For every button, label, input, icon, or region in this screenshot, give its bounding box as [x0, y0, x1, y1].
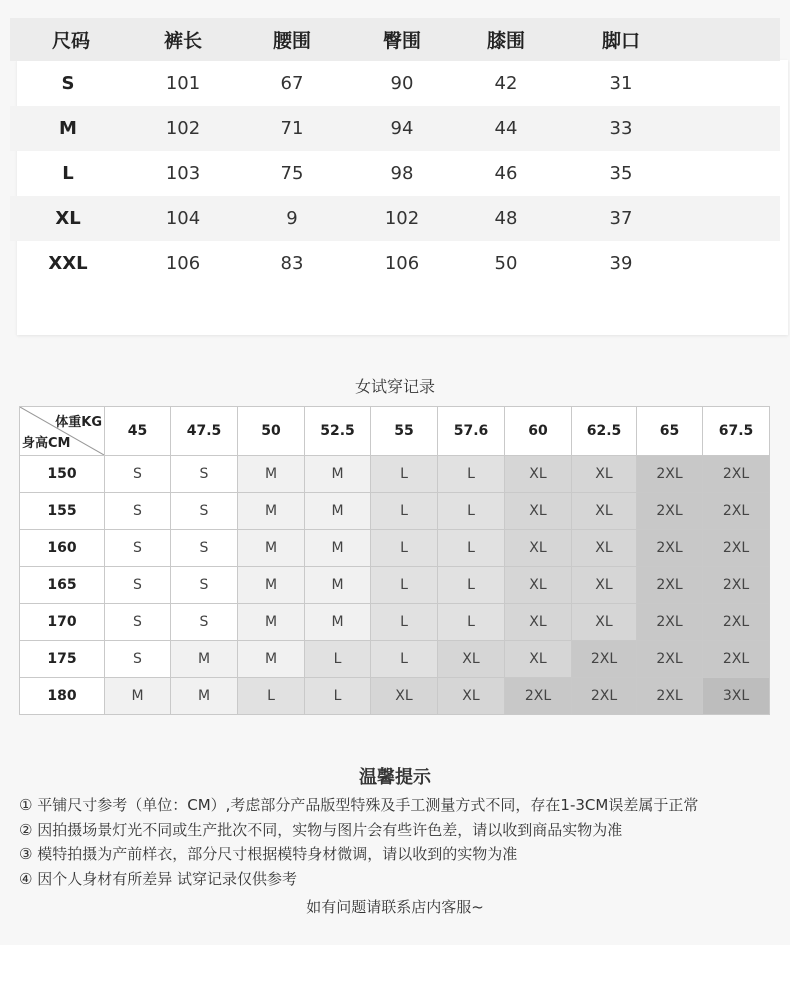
size-row-l: [10, 151, 780, 196]
header-knee: 膝围: [486, 30, 525, 52]
size-cell: L: [371, 493, 438, 530]
size-row-xxl: [10, 241, 780, 286]
size-cell: XL: [371, 678, 438, 715]
size-cell: L: [438, 567, 505, 604]
size-cell: XL: [572, 456, 637, 493]
tryon-title: 女试穿记录: [354, 377, 435, 396]
size-cell: XL: [505, 493, 572, 530]
size-cell: M: [305, 530, 371, 567]
tips-title: 温馨提示: [359, 767, 431, 788]
size-cell: 2XL: [703, 493, 770, 530]
size-code: XXL: [48, 253, 88, 274]
size-cell: M: [305, 567, 371, 604]
header-hip: 臀围: [382, 30, 421, 52]
size-cell: M: [238, 456, 305, 493]
size-cell: M: [238, 530, 305, 567]
weight-header: 62.5: [572, 407, 637, 456]
tryon-table: [19, 406, 770, 715]
height-label: 155: [20, 493, 105, 530]
size-chart-header: [10, 18, 780, 61]
size-hem: 31: [609, 73, 633, 94]
size-code: L: [62, 163, 74, 184]
size-cell: 2XL: [572, 678, 637, 715]
weight-header: 67.5: [703, 407, 770, 456]
size-knee: 44: [494, 118, 518, 139]
size-cell: S: [105, 493, 171, 530]
tryon-row: [20, 678, 770, 715]
size-cell: 2XL: [637, 641, 703, 678]
size-hem: 37: [609, 208, 633, 229]
tryon-row: [20, 530, 770, 567]
size-cell: 2XL: [703, 604, 770, 641]
size-cell: 2XL: [572, 641, 637, 678]
size-cell: XL: [505, 604, 572, 641]
size-row-m: [10, 106, 780, 151]
size-cell: S: [105, 641, 171, 678]
header-size: 尺码: [51, 30, 90, 52]
size-cell: L: [238, 678, 305, 715]
size-cell: 2XL: [703, 530, 770, 567]
size-hip: 90: [390, 73, 414, 94]
size-code: M: [59, 118, 77, 139]
size-cell: L: [438, 456, 505, 493]
weight-header: 55: [371, 407, 438, 456]
size-cell: 2XL: [505, 678, 572, 715]
weight-header: 65: [637, 407, 703, 456]
size-cell: S: [105, 456, 171, 493]
size-cell: XL: [505, 641, 572, 678]
size-waist: 83: [280, 253, 304, 274]
size-code: S: [61, 73, 75, 94]
size-cell: M: [105, 678, 171, 715]
size-knee: 48: [494, 208, 518, 229]
size-cell: 2XL: [637, 604, 703, 641]
size-cell: S: [171, 604, 238, 641]
size-cell: M: [238, 567, 305, 604]
size-cell: S: [171, 530, 238, 567]
header-hem: 脚口: [601, 30, 640, 52]
tip-item: ② 因拍摄场景灯光不同或生产批次不同，实物与图片会有些许色差，请以收到商品实物为准: [19, 821, 623, 839]
tryon-row: [20, 641, 770, 678]
size-length: 101: [165, 73, 201, 94]
height-label: 160: [20, 530, 105, 567]
size-cell: S: [171, 456, 238, 493]
size-cell: S: [105, 604, 171, 641]
size-row-xl: [10, 196, 780, 241]
size-cell: L: [371, 530, 438, 567]
size-cell: XL: [572, 530, 637, 567]
size-cell: XL: [572, 493, 637, 530]
size-cell: M: [238, 604, 305, 641]
size-cell: XL: [572, 604, 637, 641]
size-cell: M: [238, 641, 305, 678]
tryon-row: [20, 493, 770, 530]
size-length: 106: [165, 253, 201, 274]
weight-header: 47.5: [171, 407, 238, 456]
header-length: 裤长: [163, 30, 202, 52]
height-label: 175: [20, 641, 105, 678]
size-knee: 42: [494, 73, 518, 94]
size-code: XL: [55, 208, 81, 229]
size-cell: 3XL: [703, 678, 770, 715]
size-cell: 2XL: [637, 678, 703, 715]
weight-header: 45: [105, 407, 171, 456]
size-hip: 98: [390, 163, 414, 184]
size-cell: L: [438, 530, 505, 567]
size-cell: L: [371, 567, 438, 604]
tryon-row: [20, 604, 770, 641]
size-cell: XL: [505, 456, 572, 493]
size-cell: S: [171, 567, 238, 604]
size-cell: L: [438, 604, 505, 641]
height-label: 180: [20, 678, 105, 715]
size-cell: L: [438, 493, 505, 530]
size-cell: XL: [505, 530, 572, 567]
size-knee: 46: [494, 163, 518, 184]
size-cell: M: [305, 493, 371, 530]
size-cell: S: [105, 530, 171, 567]
size-length: 104: [165, 208, 201, 229]
tryon-header-row: [20, 407, 770, 456]
size-length: 103: [165, 163, 201, 184]
weight-header: 52.5: [305, 407, 371, 456]
weight-header: 60: [505, 407, 572, 456]
weight-axis-label: 体重KG: [55, 415, 102, 430]
size-hip: 102: [384, 208, 420, 229]
size-knee: 50: [494, 253, 518, 274]
size-waist: 67: [280, 73, 304, 94]
tryon-row: [20, 567, 770, 604]
header-waist: 腰围: [272, 30, 311, 52]
size-hem: 33: [609, 118, 633, 139]
size-cell: M: [305, 456, 371, 493]
size-cell: L: [371, 604, 438, 641]
tryon-corner: [20, 407, 105, 456]
tip-item: ① 平铺尺寸参考（单位：CM）,考虑部分产品版型特殊及手工测量方式不同，存在1-3CM误差属于正常: [19, 796, 699, 814]
size-cell: L: [305, 678, 371, 715]
size-cell: 2XL: [637, 567, 703, 604]
size-cell: 2XL: [637, 530, 703, 567]
size-cell: M: [171, 678, 238, 715]
size-length: 102: [165, 118, 201, 139]
size-cell: 2XL: [703, 641, 770, 678]
size-cell: 2XL: [637, 493, 703, 530]
size-cell: 2XL: [637, 456, 703, 493]
size-cell: XL: [572, 567, 637, 604]
size-cell: S: [171, 493, 238, 530]
size-hem: 39: [609, 253, 633, 274]
size-cell: XL: [438, 678, 505, 715]
size-waist: 71: [280, 118, 304, 139]
size-hip: 94: [390, 118, 414, 139]
size-cell: XL: [438, 641, 505, 678]
height-label: 170: [20, 604, 105, 641]
height-label: 165: [20, 567, 105, 604]
size-hip: 106: [384, 253, 420, 274]
contact-service-note: 如有问题请联系店内客服~: [306, 898, 484, 916]
size-waist: 75: [280, 163, 304, 184]
tip-item: ③ 模特拍摄为产前样衣，部分尺寸根据模特身材微调，请以收到的实物为准: [19, 845, 518, 863]
height-label: 150: [20, 456, 105, 493]
size-cell: 2XL: [703, 456, 770, 493]
size-cell: S: [105, 567, 171, 604]
size-cell: L: [371, 456, 438, 493]
size-cell: L: [371, 641, 438, 678]
tryon-row: [20, 456, 770, 493]
size-cell: L: [305, 641, 371, 678]
size-hem: 35: [609, 163, 633, 184]
size-cell: M: [305, 604, 371, 641]
size-cell: 2XL: [703, 567, 770, 604]
height-axis-label: 身高CM: [22, 436, 71, 451]
size-cell: XL: [505, 567, 572, 604]
tip-item: ④ 因个人身材有所差异 试穿记录仅供参考: [19, 870, 297, 888]
size-row-s: [10, 61, 780, 106]
weight-header: 57.6: [438, 407, 505, 456]
size-chart: [10, 18, 780, 286]
weight-header: 50: [238, 407, 305, 456]
size-cell: M: [238, 493, 305, 530]
size-cell: M: [171, 641, 238, 678]
size-waist: 9: [286, 208, 298, 229]
